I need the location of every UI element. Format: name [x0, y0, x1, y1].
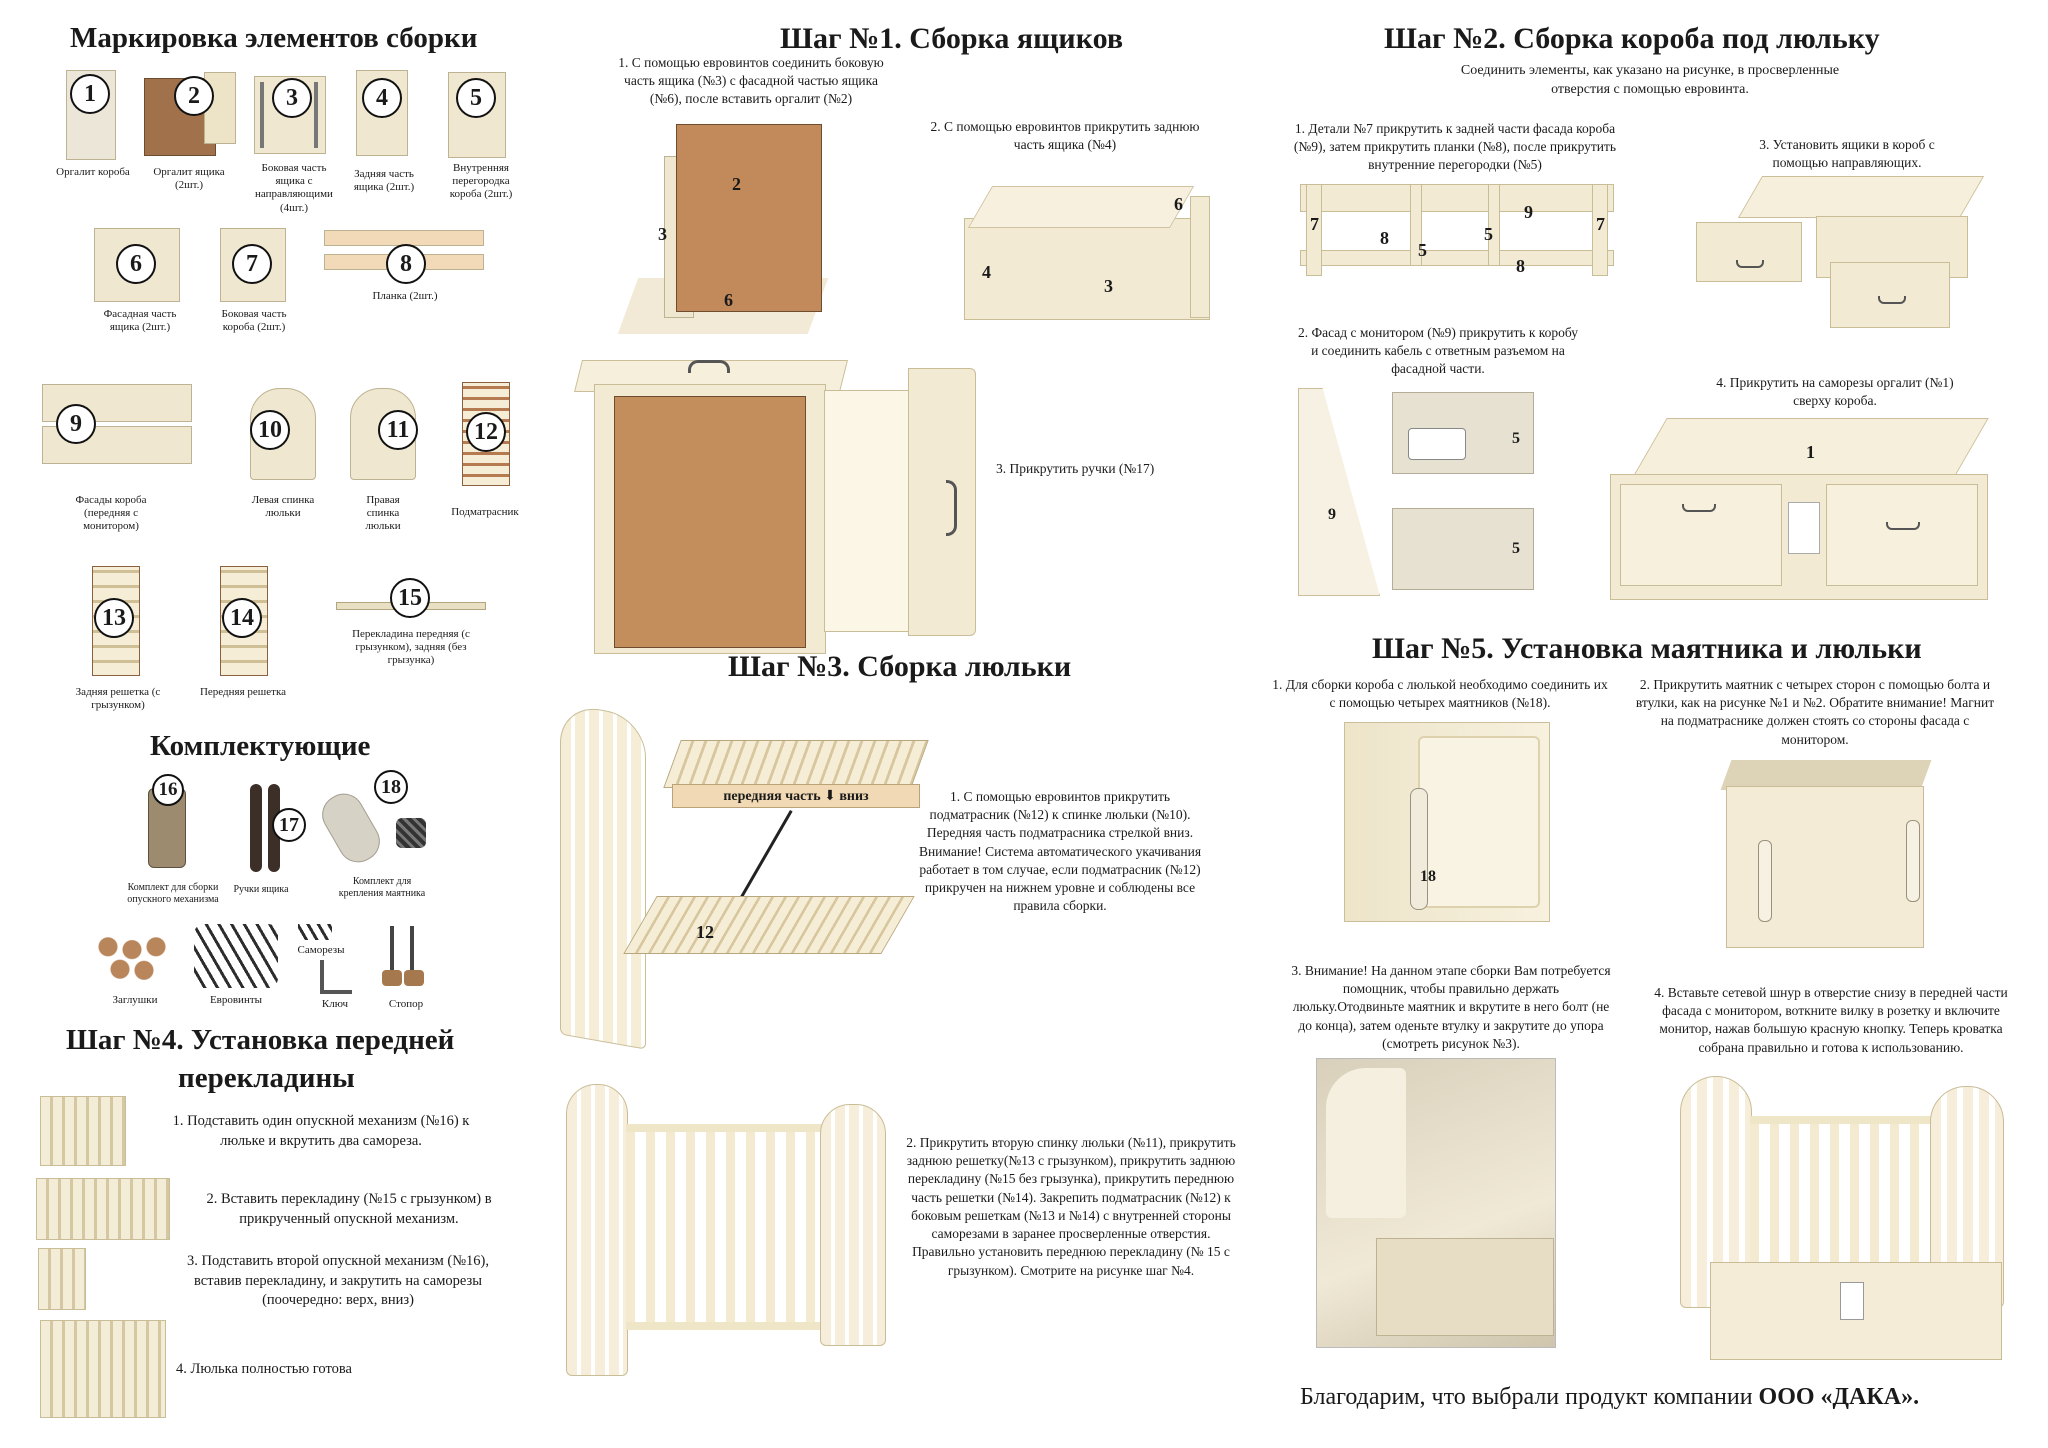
part-label: 12 [696, 922, 714, 942]
step4-title-line2: перекладины [178, 1062, 355, 1094]
part-number: 10 [250, 410, 290, 450]
part-caption: Левая спинка люльки [251, 494, 315, 520]
part-number: 4 [362, 78, 402, 118]
part-label: 6 [1174, 194, 1183, 214]
step4-photo-2 [36, 1178, 170, 1240]
step2-box-image [1610, 418, 1990, 602]
step3-backrest-image [560, 710, 650, 1044]
part-number: 16 [152, 774, 184, 806]
euroscrews-image [194, 924, 278, 988]
footer-thanks [1300, 1384, 1919, 1411]
step2-drawers-image [1696, 176, 1972, 332]
step2-item-4: 4. Прикрутить на саморезы оргалит (№1) сверху короба. [1716, 375, 1954, 409]
part-caption: Правая спинка люльки [365, 494, 401, 533]
part-caption: Задняя часть ящика (2шт.) [353, 168, 415, 194]
component-16 [138, 774, 194, 874]
part-number: 13 [94, 598, 134, 638]
step1-title: Шаг №1. Сборка ящиков [780, 22, 1124, 55]
step2-monitor-image [1298, 388, 1538, 598]
key-caption: Ключ [321, 998, 349, 1010]
marking-title: Маркировка элементов сборки [70, 22, 478, 54]
step3-title: Шаг №3. Сборка люльки [728, 650, 1072, 683]
step5-item-4: 4. Вставьте сетевой шнур в отверстие снизу в передней части фасада с монитором, воткните вилку в розетку и включите монитор, нажав большую красную кнопку. Теперь кроватка собрана правильно и готова к использованию. [1654, 985, 2008, 1055]
part-label: 6 [724, 290, 733, 310]
step2-subtitle: Соединить элементы, как указано на рисунке, в просверленные отверстия с помощью евровинта. [1460, 63, 1840, 97]
caps-caption: Заглушки [112, 994, 158, 1006]
part-caption: Фасады короба (передняя с монитором) [75, 494, 147, 533]
part-number: 14 [222, 598, 262, 638]
part-label: 9 [1328, 506, 1336, 523]
step1-item-2: 2. С помощью евровинтов прикрутить заднюю часть ящика (№4) [930, 119, 1200, 153]
step3-crib-image [566, 1084, 890, 1378]
part-number: 9 [56, 404, 96, 444]
step4-title: Шаг №4. Установка передней [66, 1024, 455, 1056]
part-number: 18 [374, 770, 408, 804]
step4-photo-3 [38, 1248, 86, 1310]
part-label: 7 [1310, 214, 1319, 234]
step1-assembled-drawers-image [578, 360, 988, 656]
part-number: 3 [272, 78, 312, 118]
part-number: 7 [232, 244, 272, 284]
step2-frame-image [1300, 184, 1616, 284]
component-caption: Комплект для крепления маятника [338, 876, 426, 899]
part-1 [66, 70, 116, 160]
step2-item-2: 2. Фасад с монитором (№9) прикрутить к коробу и соединить кабель с ответным разъемом на фасадной части. [1297, 325, 1579, 377]
part-label: 5 [1484, 224, 1493, 244]
part-caption: Фасадная часть ящика (2шт.) [103, 308, 177, 334]
key-icon [320, 960, 352, 994]
part-label: 3 [1104, 276, 1113, 296]
step3-item-1: 1. С помощью евровинтов прикрутить подматрасник (№12) к спинке люльки (№10). Передняя часть подматрасника стрелкой вниз. Внимание! Система автоматического укачивания работает в том случае, если подматрасник (№12) прикручен на нижнем уровне и соблюдены все правила сборки. [918, 789, 1202, 914]
part-label: 4 [982, 262, 991, 282]
step3-item-2: 2. Прикрутить вторую спинку люльки (№11), прикрутить заднюю решетку(№13 с грызунком), прикрутить заднюю перекладину (№15 без грызунка), прикрутить переднюю часть решетки (№14). Закрепить подматрасник (№12) к боковым решеткам (№13 и №14) с внутренней стороны саморезами в заранее просверленные отверстия. Правильно установить переднюю перекладину (№ 15 с грызунком). Смотрите на рисунке шаг №4. [906, 1135, 1236, 1278]
part-2 [144, 72, 236, 156]
part-5 [448, 72, 508, 158]
step5-item-3: 3. Внимание! На данном этапе сборки Вам потребуется помощник, чтобы правильно держать люльку.Отодвиньте маятник и вкрутите в него болт (не до конца), затем оденьте втулку и закрутите до упора (смотреть рисунок №3). [1291, 963, 1611, 1051]
part-12 [458, 382, 514, 486]
part-8 [324, 230, 484, 276]
footer-brand: ООО «ДАКА». [1758, 1384, 1920, 1410]
part-11 [350, 388, 418, 482]
part-7 [220, 228, 288, 302]
part-label: 3 [658, 224, 667, 244]
step2-title: Шаг №2. Сборка короба под люльку [1384, 22, 1880, 55]
euroscrews-caption: Евровинты [209, 994, 263, 1006]
part-caption: Задняя решетка (с грызунком) [75, 686, 161, 712]
part-number: 5 [456, 78, 496, 118]
part-number: 15 [390, 578, 430, 618]
step4-item-3: 3. Подставить второй опускной механизм (№16), вставив перекладину, и закрутить на саморезы (поочередно: верх, вниз) [186, 1253, 490, 1309]
part-number: 11 [378, 410, 418, 450]
part-label: 2 [732, 174, 741, 194]
part-3 [254, 72, 330, 156]
part-caption: Внутренняя перегородка короба (2шт.) [449, 162, 513, 201]
stopper-image [380, 926, 430, 990]
part-4 [356, 70, 412, 158]
screws-image [298, 924, 332, 940]
part-6 [94, 228, 182, 302]
part-caption: Планка (2шт.) [372, 290, 438, 302]
step5-final-crib-image [1680, 1076, 2006, 1366]
component-caption: Ручки ящика [233, 884, 289, 895]
front-part-banner: передняя часть ⬇ вниз [672, 784, 920, 808]
part-number: 17 [272, 808, 306, 842]
step1-item-3: 3. Прикрутить ручки (№17) [996, 461, 1155, 476]
component-17 [232, 780, 308, 878]
step5-item-2: 2. Прикрутить маятник с четырех сторон с помощью болта и втулки, как на рисунке №1 и №2. Обратите внимание! Магнит на подматраснике должен стоять со стороны фасада с монитором. [1635, 677, 1995, 747]
stopper-caption: Стопор [388, 998, 424, 1010]
part-14 [216, 566, 274, 676]
part-label: 5 [1512, 540, 1520, 557]
caps-image [92, 930, 172, 986]
part-caption: Оргалит ящика (2шт.) [153, 166, 225, 192]
step1-item-1: 1. С помощью евровинтов соединить боковую часть ящика (№3) с фасадной частью ящика (№6), после вставить оргалит (№2) [618, 55, 884, 107]
component-caption: Комплект для сборки опускного механизма [127, 882, 219, 905]
step3-slats-closeup-image [672, 740, 920, 806]
part-label: 5 [1418, 240, 1427, 260]
step4-photo-4 [40, 1320, 166, 1418]
components-title: Комплектующие [150, 730, 371, 762]
part-label: 8 [1516, 256, 1525, 276]
step3-slats-image [640, 896, 900, 956]
step2-item-3: 3. Установить ящики в короб с помощью направляющих. [1759, 137, 1935, 171]
part-caption: Боковая часть короба (2шт.) [221, 308, 287, 334]
step4-item-2: 2. Вставить перекладину (№15 с грызунком) в прикрученный опускной механизм. [206, 1191, 492, 1227]
part-caption: Передняя решетка [199, 686, 287, 698]
step5-title: Шаг №5. Установка маятника и люльки [1372, 632, 1922, 665]
step5-pendulum-photo-2 [1726, 760, 1926, 950]
part-label: 8 [1380, 228, 1389, 248]
part-caption: Перекладина передняя (с грызунком), задняя (без грызунка) [352, 628, 470, 667]
part-number: 1 [70, 74, 110, 114]
part-number: 12 [466, 412, 506, 452]
step4-photo-1 [40, 1096, 126, 1166]
part-number: 2 [174, 76, 214, 116]
step1-drawer-front-image [628, 124, 838, 340]
part-9 [42, 384, 192, 468]
part-15 [336, 578, 486, 618]
part-10 [250, 388, 318, 482]
footer-text: Благодарим, что выбрали продукт компании [1300, 1384, 1759, 1410]
part-label: 18 [1420, 868, 1436, 885]
step5-item-1: 1. Для сборки короба с люлькой необходимо соединить их с помощью четырех маятников (№18). [1272, 677, 1608, 711]
arrow-icon [735, 810, 793, 907]
part-label: 9 [1524, 202, 1533, 222]
step4-item-4: 4. Люлька полностью готова [176, 1361, 352, 1377]
step2-item-1: 1. Детали №7 прикрутить к задней части фасада короба (№9), затем прикрутить планки (№8), после прикрутить внутренние перегородки (№5) [1293, 121, 1617, 173]
part-number: 6 [116, 244, 156, 284]
part-caption: Подматрасник [451, 506, 519, 518]
part-13 [88, 566, 146, 676]
part-caption: Оргалит короба [56, 166, 130, 178]
part-label: 1 [1806, 442, 1815, 462]
part-number: 8 [386, 244, 426, 284]
step4-item-1: 1. Подставить один опускной механизм (№16) к люльке и вкрутить два самореза. [172, 1113, 470, 1149]
part-label: 5 [1512, 430, 1520, 447]
part-caption: Боковая часть ящика с направляющими (4шт.) [255, 162, 333, 214]
step5-pendulum-photo-1 [1344, 722, 1550, 922]
step5-helper-photo [1316, 1058, 1556, 1348]
component-18 [326, 770, 436, 870]
step1-drawer-back-image [964, 186, 1232, 336]
part-label: 7 [1596, 214, 1605, 234]
screws-caption: Саморезы [297, 944, 345, 956]
